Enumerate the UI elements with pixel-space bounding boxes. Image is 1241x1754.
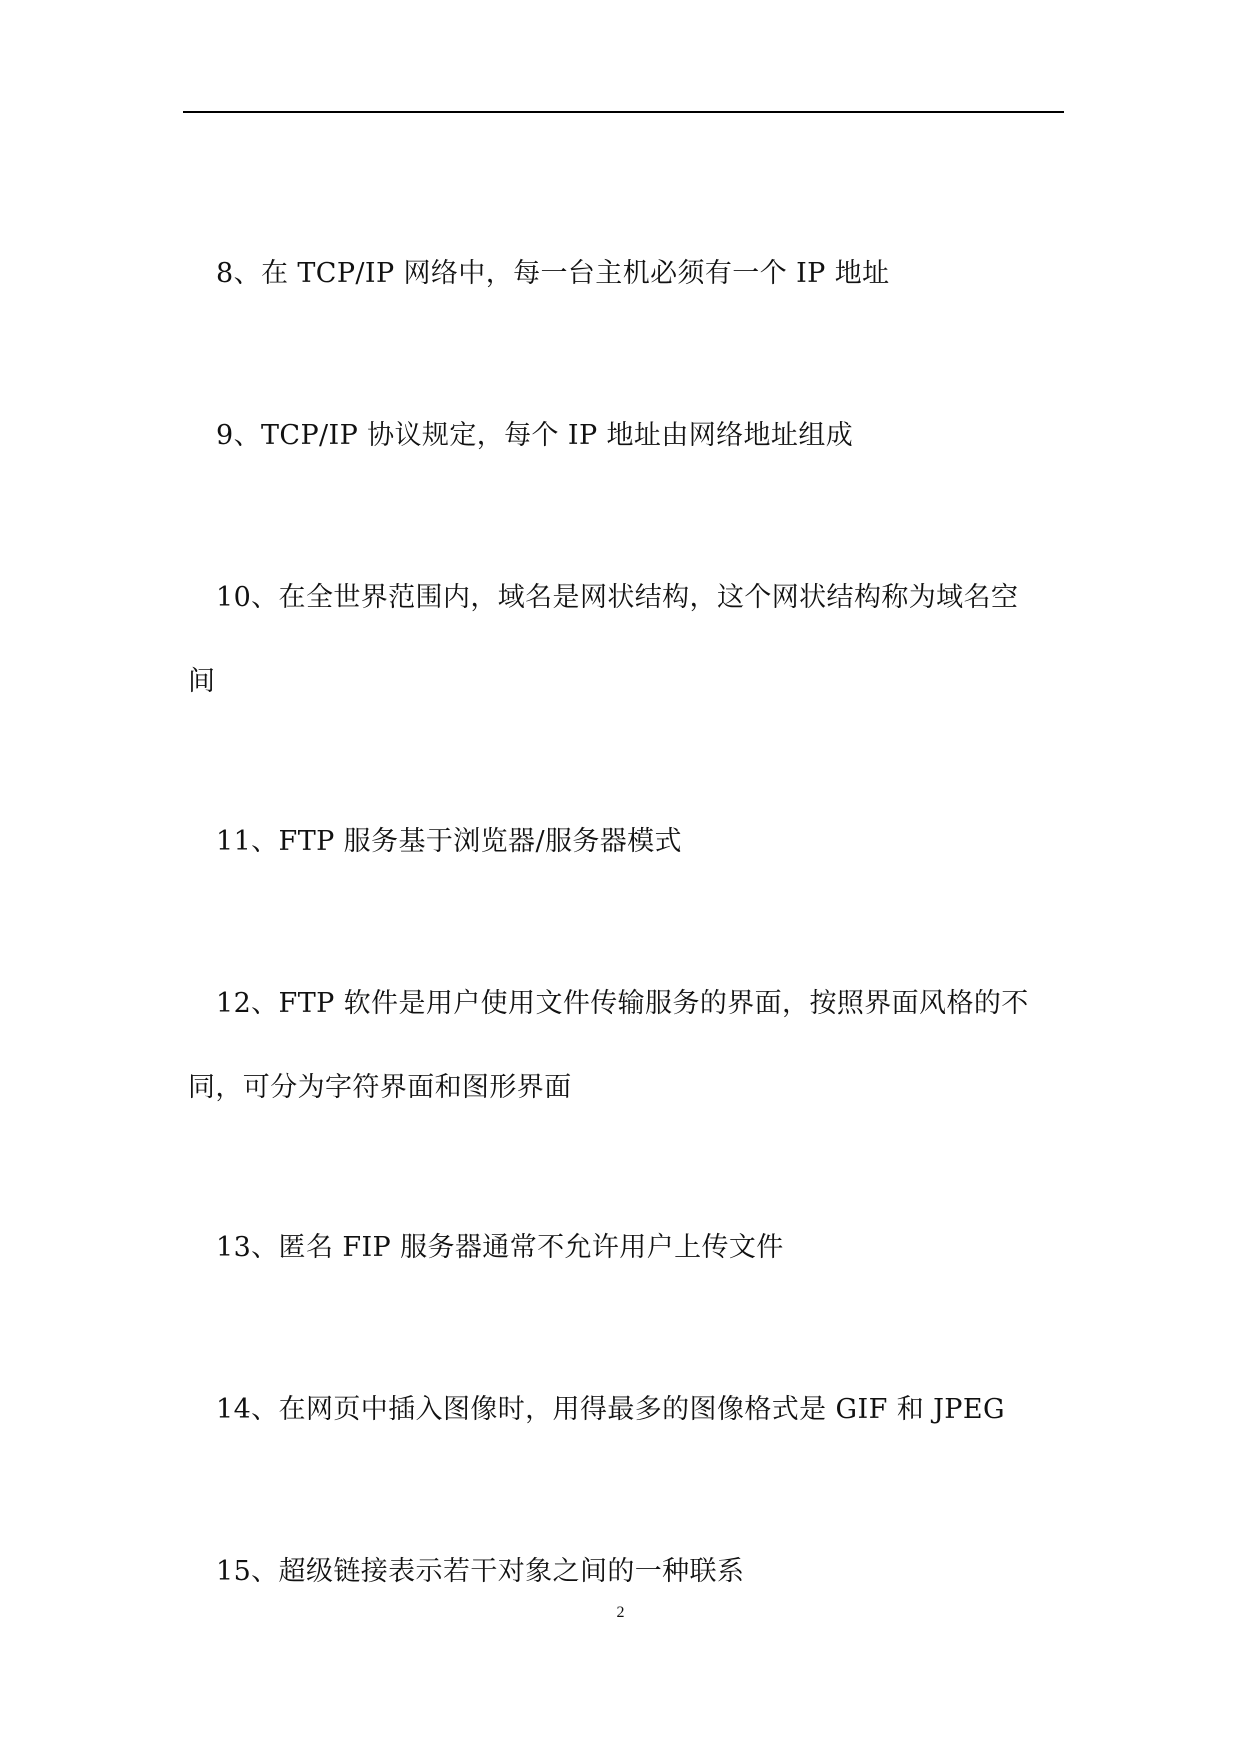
list-item (188, 1530, 1068, 1614)
list-item (188, 394, 1068, 478)
list-item (188, 1368, 1068, 1452)
list-item (188, 962, 1068, 1130)
item-text: 12、FTP 软件是用户使用文件传输服务的界面，按照界面风格的不 (216, 988, 1029, 1019)
list-item (188, 232, 1068, 316)
page-number: 2 (616, 1604, 625, 1621)
item-text: 15、超级链接表示若干对象之间的一种联系 (216, 1556, 745, 1587)
list-item (188, 800, 1068, 884)
item-text: 9、TCP/IP 协议规定，每个 IP 地址由网络地址组成 (216, 420, 854, 451)
list-item (188, 556, 1068, 724)
item-text: 8、在 TCP/IP 网络中，每一台主机必须有一个 IP 地址 (216, 258, 890, 289)
item-text-continuation: 间 (188, 666, 216, 697)
item-text: 11、FTP 服务基于浏览器/服务器模式 (216, 826, 682, 857)
item-text-continuation: 同，可分为字符界面和图形界面 (188, 1072, 572, 1103)
list-item (188, 1206, 1068, 1290)
header-rule (183, 111, 1064, 113)
item-text: 13、匿名 FIP 服务器通常不允许用户上传文件 (216, 1232, 784, 1263)
item-text: 10、在全世界范围内，域名是网状结构，这个网状结构称为域名空 (216, 582, 1019, 613)
item-text: 14、在网页中插入图像时，用得最多的图像格式是 GIF 和 JPEG (216, 1394, 1005, 1425)
